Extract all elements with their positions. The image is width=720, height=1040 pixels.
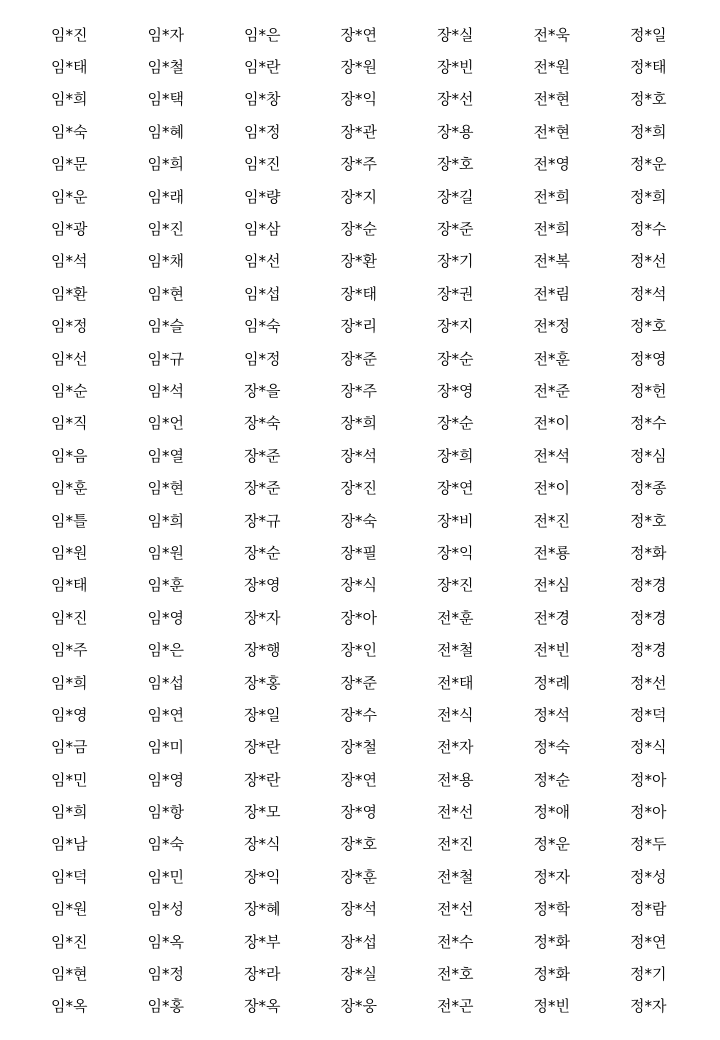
name-row (0, 343, 720, 375)
masked-name-entry: 정*경 (630, 641, 667, 660)
masked-name-entry: 임*선 (244, 252, 281, 271)
masked-name-entry: 정*아 (630, 770, 667, 789)
masked-name-entry: 장*익 (437, 543, 474, 562)
name-row (0, 116, 720, 148)
name-row (0, 505, 720, 537)
masked-name-entry: 임*희 (51, 803, 88, 822)
masked-name-entry: 장*준 (437, 220, 474, 239)
masked-name-entry: 정*영 (630, 349, 667, 368)
masked-name-entry: 전*경 (533, 608, 570, 627)
masked-name-entry: 전*철 (437, 867, 474, 886)
masked-name-entry: 장*자 (244, 608, 281, 627)
name-row (0, 472, 720, 504)
masked-name-entry: 임*미 (147, 738, 184, 757)
masked-name-entry: 장*석 (340, 900, 377, 919)
masked-name-entry: 임*음 (51, 446, 88, 465)
masked-name-entry: 정*선 (630, 252, 667, 271)
masked-name-entry: 정*자 (533, 867, 570, 886)
masked-name-entry: 임*진 (147, 220, 184, 239)
masked-name-entry: 정*태 (630, 58, 667, 77)
masked-name-entry: 장*순 (437, 414, 474, 433)
masked-name-entry: 임*철 (147, 58, 184, 77)
masked-name-entry: 정*선 (630, 673, 667, 692)
name-row (0, 634, 720, 666)
name-row (0, 829, 720, 861)
masked-name-entry: 임*정 (147, 965, 184, 984)
name-row (0, 278, 720, 310)
masked-name-entry: 임*량 (244, 187, 281, 206)
masked-name-entry: 정*두 (630, 835, 667, 854)
masked-name-entry: 임*열 (147, 446, 184, 465)
masked-name-entry: 장*주 (340, 155, 377, 174)
masked-name-entry: 장*모 (244, 803, 281, 822)
masked-name-entry: 임*남 (51, 835, 88, 854)
masked-name-entry: 전*원 (533, 58, 570, 77)
masked-name-entry: 임*은 (244, 25, 281, 44)
masked-name-entry: 장*섭 (340, 932, 377, 951)
masked-name-entry: 임*숙 (51, 122, 88, 141)
masked-name-entry: 임*현 (51, 965, 88, 984)
masked-name-entry: 장*리 (340, 317, 377, 336)
masked-name-entry: 장*호 (340, 835, 377, 854)
name-row (0, 764, 720, 796)
masked-name-entry: 장*철 (340, 738, 377, 757)
masked-name-entry: 장*준 (244, 479, 281, 498)
masked-name-entry: 전*선 (437, 803, 474, 822)
masked-name-entry: 전*이 (533, 479, 570, 498)
masked-name-entry: 임*은 (147, 641, 184, 660)
masked-name-entry: 전*이 (533, 414, 570, 433)
masked-name-entry: 장*숙 (244, 414, 281, 433)
masked-name-entry: 전*진 (533, 511, 570, 530)
masked-name-entry: 임*원 (51, 900, 88, 919)
masked-name-entry: 정*빈 (533, 997, 570, 1016)
masked-name-entry: 장*기 (437, 252, 474, 271)
masked-name-entry: 장*진 (437, 576, 474, 595)
masked-name-entry: 장*실 (340, 965, 377, 984)
masked-name-entry: 임*석 (147, 381, 184, 400)
masked-name-entry: 임*채 (147, 252, 184, 271)
masked-name-entry: 임*정 (244, 122, 281, 141)
masked-name-entry: 전*림 (533, 284, 570, 303)
masked-name-entry: 정*석 (630, 284, 667, 303)
masked-name-entry: 임*진 (244, 155, 281, 174)
masked-name-entry: 장*선 (437, 90, 474, 109)
masked-name-entry: 장*지 (437, 317, 474, 336)
masked-name-entry: 임*숙 (147, 835, 184, 854)
masked-name-entry: 전*훈 (437, 608, 474, 627)
masked-name-entry: 임*옥 (51, 997, 88, 1016)
masked-name-entry: 임*란 (244, 58, 281, 77)
masked-name-entry: 장*준 (340, 673, 377, 692)
masked-name-entry: 장*연 (340, 770, 377, 789)
masked-name-entry: 장*비 (437, 511, 474, 530)
name-row (0, 311, 720, 343)
masked-name-entry: 장*식 (244, 835, 281, 854)
masked-name-entry: 장*을 (244, 381, 281, 400)
masked-name-entry: 정*순 (533, 770, 570, 789)
masked-name-entry: 전*영 (533, 155, 570, 174)
masked-name-entry: 장*순 (244, 543, 281, 562)
masked-name-entry: 장*순 (340, 220, 377, 239)
masked-name-entry: 전*철 (437, 641, 474, 660)
masked-name-entry: 전*빈 (533, 641, 570, 660)
masked-name-entry: 전*선 (437, 900, 474, 919)
name-row (0, 926, 720, 958)
masked-name-entry: 장*호 (437, 155, 474, 174)
masked-name-entry: 정*수 (630, 414, 667, 433)
masked-name-entry: 임*훈 (51, 479, 88, 498)
masked-name-entry: 임*희 (51, 90, 88, 109)
masked-name-entry: 임*태 (51, 576, 88, 595)
masked-name-entry: 장*길 (437, 187, 474, 206)
masked-name-entry: 장*란 (244, 770, 281, 789)
masked-name-entry: 임*삼 (244, 220, 281, 239)
masked-name-entry: 장*환 (340, 252, 377, 271)
masked-name-entry: 임*희 (51, 673, 88, 692)
name-row (0, 84, 720, 116)
masked-name-entry: 정*경 (630, 576, 667, 595)
masked-name-entry: 정*아 (630, 803, 667, 822)
masked-name-entry: 임*혜 (147, 122, 184, 141)
masked-name-entry: 임*금 (51, 738, 88, 757)
masked-name-entry: 장*라 (244, 965, 281, 984)
masked-name-entry: 임*민 (51, 770, 88, 789)
masked-name-entry: 임*자 (147, 25, 184, 44)
name-row (0, 440, 720, 472)
masked-name-entry: 정*헌 (630, 381, 667, 400)
masked-name-entry: 임*래 (147, 187, 184, 206)
masked-name-entry: 정*호 (630, 90, 667, 109)
masked-name-entry: 장*식 (340, 576, 377, 595)
masked-name-entry: 장*준 (340, 349, 377, 368)
masked-name-entry: 임*석 (51, 252, 88, 271)
name-row (0, 861, 720, 893)
masked-name-entry: 임*섭 (147, 673, 184, 692)
masked-name-entry: 임*현 (147, 479, 184, 498)
masked-name-entry: 임*진 (51, 608, 88, 627)
masked-name-entry: 정*식 (630, 738, 667, 757)
masked-name-entry: 장*실 (437, 25, 474, 44)
masked-name-entry: 장*연 (437, 479, 474, 498)
masked-name-entry: 전*욱 (533, 25, 570, 44)
masked-name-entry: 전*식 (437, 705, 474, 724)
name-row (0, 667, 720, 699)
masked-name-entry: 장*순 (437, 349, 474, 368)
name-row (0, 570, 720, 602)
masked-name-entry: 임*진 (51, 25, 88, 44)
name-row (0, 796, 720, 828)
masked-name-entry: 정*성 (630, 867, 667, 886)
masked-name-entry: 장*란 (244, 738, 281, 757)
masked-name-entry: 임*희 (147, 511, 184, 530)
name-row (0, 375, 720, 407)
masked-name-entry: 전*정 (533, 317, 570, 336)
masked-name-entry: 전*룡 (533, 543, 570, 562)
masked-name-entry: 전*호 (437, 965, 474, 984)
name-row (0, 51, 720, 83)
masked-name-entry: 임*문 (51, 155, 88, 174)
masked-name-entry: 임*섭 (244, 284, 281, 303)
name-row (0, 149, 720, 181)
masked-name-entry: 정*석 (533, 705, 570, 724)
masked-name-entry: 정*운 (630, 155, 667, 174)
masked-name-entry: 전*태 (437, 673, 474, 692)
masked-name-entry: 정*덕 (630, 705, 667, 724)
masked-name-entry: 장*희 (340, 414, 377, 433)
masked-name-entry: 장*주 (340, 381, 377, 400)
masked-name-entry: 임*선 (51, 349, 88, 368)
masked-name-entry: 정*수 (630, 220, 667, 239)
masked-name-entry: 장*익 (340, 90, 377, 109)
masked-name-entry: 전*용 (437, 770, 474, 789)
masked-name-entry: 임*영 (147, 608, 184, 627)
masked-name-entry: 임*항 (147, 803, 184, 822)
name-row (0, 958, 720, 990)
masked-name-entry: 임*숙 (244, 317, 281, 336)
masked-name-entry: 장*지 (340, 187, 377, 206)
masked-name-entry: 장*희 (437, 446, 474, 465)
masked-name-entry: 정*화 (630, 543, 667, 562)
masked-name-entry: 장*진 (340, 479, 377, 498)
masked-name-entry: 임*진 (51, 932, 88, 951)
masked-name-entry: 임*홍 (147, 997, 184, 1016)
masked-name-entry: 전*석 (533, 446, 570, 465)
masked-name-entry: 정*운 (533, 835, 570, 854)
masked-name-entry: 임*영 (147, 770, 184, 789)
masked-name-entry: 정*종 (630, 479, 667, 498)
name-row (0, 181, 720, 213)
masked-name-entry: 정*자 (630, 997, 667, 1016)
masked-name-entry: 임*훈 (147, 576, 184, 595)
masked-name-entry: 장*아 (340, 608, 377, 627)
masked-name-entry: 임*슬 (147, 317, 184, 336)
name-row (0, 894, 720, 926)
masked-name-entry: 장*숙 (340, 511, 377, 530)
masked-name-entry: 임*광 (51, 220, 88, 239)
masked-name-entry: 장*필 (340, 543, 377, 562)
masked-name-entry: 장*홍 (244, 673, 281, 692)
masked-name-entry: 장*빈 (437, 58, 474, 77)
name-row (0, 408, 720, 440)
masked-name-entry: 임*언 (147, 414, 184, 433)
masked-name-entry: 정*희 (630, 122, 667, 141)
masked-name-entry: 임*연 (147, 705, 184, 724)
masked-name-entry: 임*옥 (147, 932, 184, 951)
masked-name-entry: 정*희 (630, 187, 667, 206)
masked-name-entry: 전*준 (533, 381, 570, 400)
masked-name-entry: 전*진 (437, 835, 474, 854)
masked-name-entry: 임*운 (51, 187, 88, 206)
masked-name-entry: 임*태 (51, 58, 88, 77)
name-row (0, 699, 720, 731)
masked-name-entry: 임*정 (244, 349, 281, 368)
masked-name-entry: 정*일 (630, 25, 667, 44)
masked-name-entry: 장*영 (244, 576, 281, 595)
masked-name-entry: 전*희 (533, 220, 570, 239)
masked-name-entry: 장*영 (437, 381, 474, 400)
masked-name-entry: 정*례 (533, 673, 570, 692)
masked-name-entry: 임*민 (147, 867, 184, 886)
masked-name-entry: 장*일 (244, 705, 281, 724)
masked-name-entry: 장*익 (244, 867, 281, 886)
masked-name-entry: 장*영 (340, 803, 377, 822)
masked-name-entry: 장*인 (340, 641, 377, 660)
masked-name-entry: 전*자 (437, 738, 474, 757)
masked-name-entry: 정*애 (533, 803, 570, 822)
masked-name-entry: 임*원 (147, 543, 184, 562)
masked-name-entry: 장*준 (244, 446, 281, 465)
masked-name-entry: 장*혜 (244, 900, 281, 919)
masked-name-entry: 장*웅 (340, 997, 377, 1016)
masked-name-entry: 장*태 (340, 284, 377, 303)
masked-name-entry: 임*틀 (51, 511, 88, 530)
masked-name-entry: 임*순 (51, 381, 88, 400)
masked-name-entry: 전*복 (533, 252, 570, 271)
name-row (0, 602, 720, 634)
masked-name-entry: 임*현 (147, 284, 184, 303)
masked-name-entry: 전*현 (533, 122, 570, 141)
masked-name-entry: 임*덕 (51, 867, 88, 886)
masked-name-entry: 전*심 (533, 576, 570, 595)
masked-name-entry: 장*부 (244, 932, 281, 951)
masked-name-entry: 전*수 (437, 932, 474, 951)
masked-name-entry: 정*경 (630, 608, 667, 627)
name-row (0, 19, 720, 51)
masked-name-entry: 정*기 (630, 965, 667, 984)
masked-name-entry: 전*곤 (437, 997, 474, 1016)
masked-name-entry: 장*수 (340, 705, 377, 724)
masked-name-entry: 정*람 (630, 900, 667, 919)
masked-name-entry: 정*화 (533, 965, 570, 984)
masked-name-entry: 장*연 (340, 25, 377, 44)
masked-name-entry: 임*정 (51, 317, 88, 336)
name-row (0, 991, 720, 1023)
masked-name-entry: 장*옥 (244, 997, 281, 1016)
masked-name-entry: 장*훈 (340, 867, 377, 886)
masked-name-entry: 임*창 (244, 90, 281, 109)
masked-name-entry: 정*화 (533, 932, 570, 951)
masked-name-entry: 임*규 (147, 349, 184, 368)
masked-name-entry: 장*권 (437, 284, 474, 303)
masked-name-entry: 장*행 (244, 641, 281, 660)
masked-name-entry: 임*영 (51, 705, 88, 724)
masked-name-entry: 정*심 (630, 446, 667, 465)
name-row (0, 537, 720, 569)
masked-name-entry: 임*원 (51, 543, 88, 562)
masked-name-entry: 정*학 (533, 900, 570, 919)
masked-name-entry: 정*호 (630, 317, 667, 336)
masked-name-entry: 임*희 (147, 155, 184, 174)
masked-name-entry: 전*훈 (533, 349, 570, 368)
masked-name-entry: 장*석 (340, 446, 377, 465)
masked-name-entry: 정*숙 (533, 738, 570, 757)
masked-name-entry: 장*관 (340, 122, 377, 141)
masked-name-entry: 장*규 (244, 511, 281, 530)
masked-name-entry: 전*희 (533, 187, 570, 206)
masked-name-entry: 전*현 (533, 90, 570, 109)
masked-name-entry: 정*호 (630, 511, 667, 530)
masked-name-entry: 장*용 (437, 122, 474, 141)
masked-name-entry: 임*환 (51, 284, 88, 303)
masked-name-entry: 임*택 (147, 90, 184, 109)
masked-name-entry: 장*원 (340, 58, 377, 77)
name-row (0, 213, 720, 245)
masked-name-entry: 임*주 (51, 641, 88, 660)
masked-name-entry: 임*직 (51, 414, 88, 433)
name-row (0, 732, 720, 764)
name-list-grid (0, 19, 720, 1023)
name-row (0, 246, 720, 278)
masked-name-entry: 임*성 (147, 900, 184, 919)
masked-name-entry: 정*연 (630, 932, 667, 951)
